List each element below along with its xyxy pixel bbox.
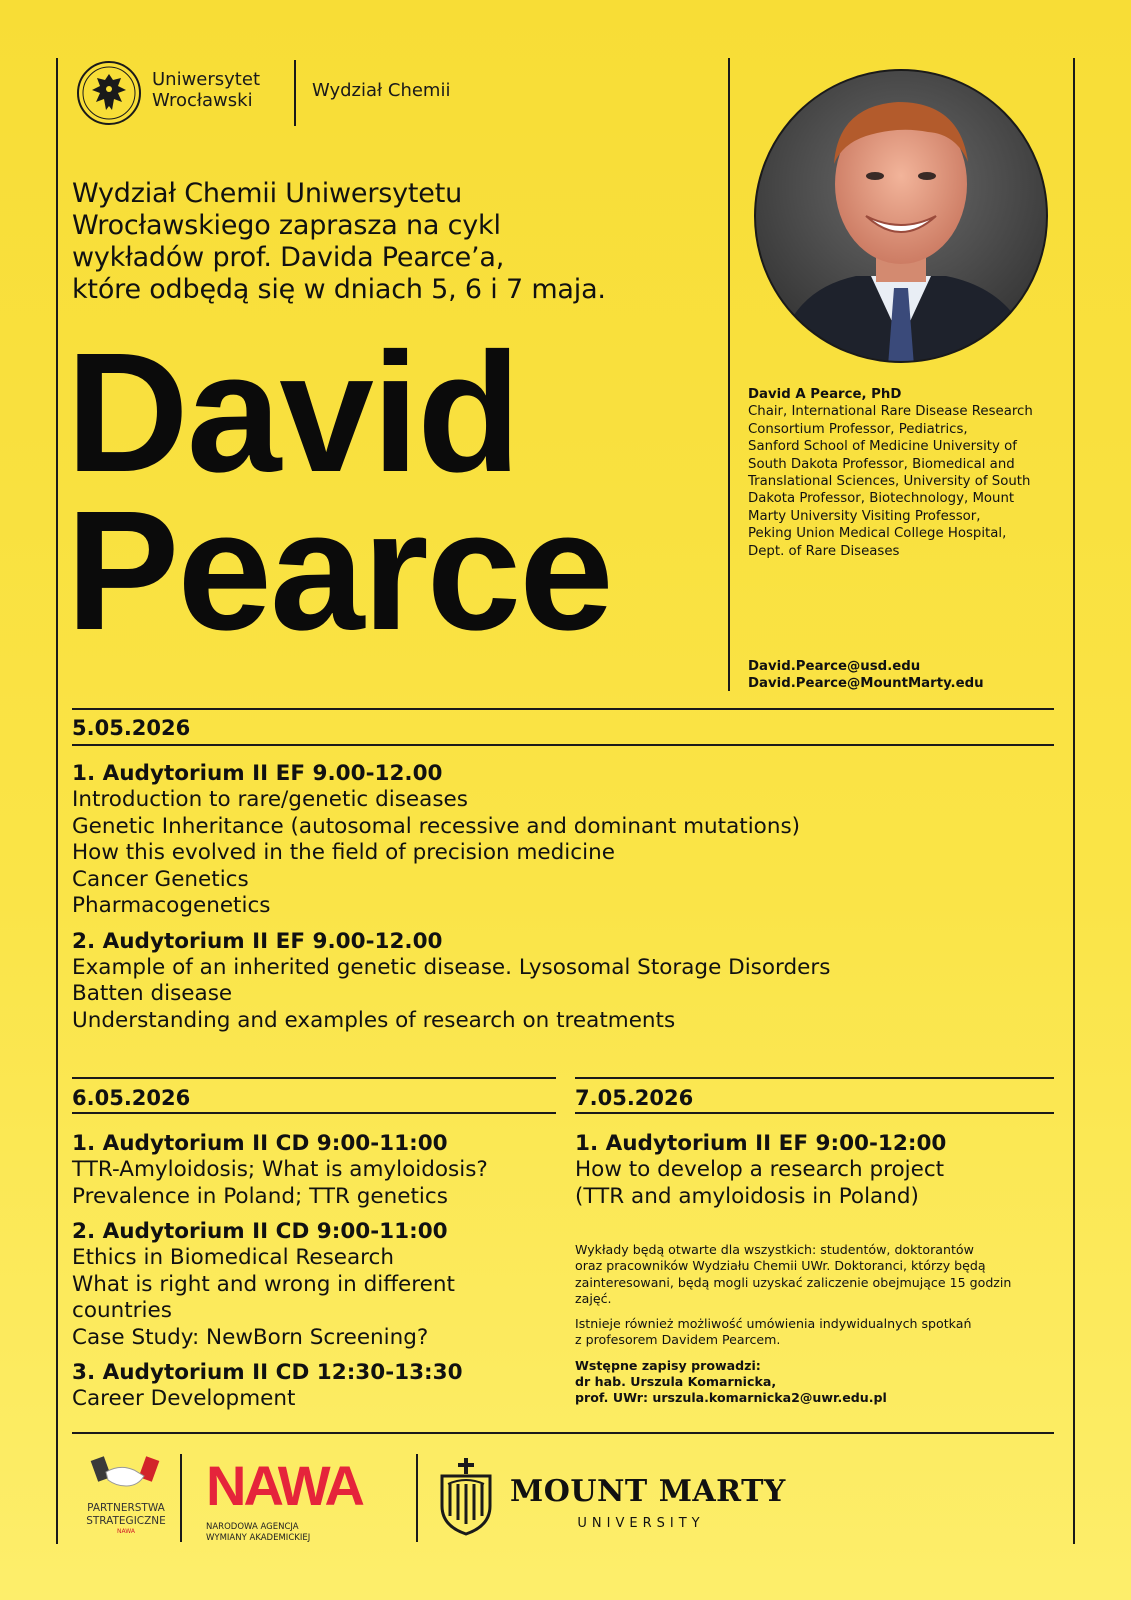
intro-line: które odbędą się w dniach 5, 6 i 7 maja.	[72, 274, 606, 305]
note-line: prof. UWr: urszula.komarnicka2@uwr.edu.pl	[575, 1390, 887, 1406]
speaker-bio	[748, 386, 1068, 560]
note-line: zainteresowani, będą mogli uzyskać zaliczenie obejmujące 15 godzin	[575, 1274, 1012, 1290]
speaker-name: David A Pearce, PhD	[748, 387, 902, 402]
faculty-name: Wydział Chemii	[312, 80, 451, 101]
intro-line: wykładów prof. Davida Pearce’a,	[72, 242, 505, 273]
handshake-icon	[90, 1454, 160, 1494]
slot-title: 2. Audytorium II EF 9.00-12.00	[72, 928, 443, 954]
info-notes	[575, 1242, 1065, 1416]
note-line: Wykłady będą otwarte dla wszystkich: studentów, doktorantów	[575, 1242, 974, 1257]
divider-line	[72, 708, 1054, 710]
bio-line: South Dakota Professor, Biomedical and	[748, 456, 1015, 472]
speaker-first-name: David	[66, 318, 519, 508]
mount-marty-subtitle: UNIVERSITY	[577, 1516, 705, 1531]
divider-line	[72, 1112, 556, 1114]
partner-line1: PARTNERSTWA	[87, 1502, 165, 1514]
slot-topic: Prevalence in Poland; TTR genetics	[72, 1183, 448, 1209]
note-line: oraz pracowników Wydziału Chemii UWr. Doktoranci, którzy będą	[575, 1258, 986, 1274]
divider-line	[575, 1077, 1054, 1079]
intro-text	[72, 178, 712, 306]
slot-topic: Example of an inherited genetic disease. Lysosomal Storage Disorders	[72, 954, 831, 980]
slot-title: 1. Audytorium II EF 9:00-12:00	[575, 1131, 947, 1156]
slot-topic: How this evolved in the field of precision medicine	[72, 840, 615, 865]
lecture-slot	[72, 760, 1032, 920]
slot-topic: countries	[72, 1298, 172, 1323]
speaker-portrait	[746, 66, 1056, 366]
day1-date: 5.05.2026	[72, 716, 191, 740]
eagle-emblem-icon	[76, 60, 142, 126]
bio-line: Dakota Professor, Biotechnology, Mount	[748, 491, 1015, 507]
slot-topic: Genetic Inheritance (autosomal recessive and dominant mutations)	[72, 813, 801, 839]
note-line: dr hab. Urszula Komarnicka,	[575, 1374, 777, 1390]
divider-line	[72, 1077, 556, 1079]
email-link-mountmarty[interactable]: David.Pearce@MountMarty.edu	[748, 676, 984, 692]
slot-topic: Career Development	[72, 1386, 296, 1411]
partner-small: NAWA	[117, 1528, 135, 1535]
email-link-usd[interactable]: David.Pearce@usd.edu	[748, 659, 921, 674]
nawa-subtitle-line1: NARODOWA AGENCJA	[206, 1522, 299, 1532]
lecture-slot	[72, 928, 1032, 1035]
note-line: zajęć.	[575, 1290, 612, 1306]
speaker-emails	[748, 658, 984, 693]
logo-divider	[294, 60, 296, 126]
nawa-wordmark: NAWA	[206, 1454, 362, 1517]
slot-title: 1. Audytorium II EF 9.00-12.00	[72, 761, 443, 786]
bio-line: Sanford School of Medicine University of	[748, 439, 1017, 455]
uwr-logo	[76, 60, 476, 126]
bio-line: Chair, International Rare Disease Research	[748, 404, 1033, 420]
slot-topic: Ethics in Biomedical Research	[72, 1245, 394, 1270]
slot-topic: Understanding and examples of research on treatments	[72, 1007, 676, 1033]
slot-topic: TTR-Amyloidosis; What is amyloidosis?	[72, 1157, 488, 1182]
day3-date: 7.05.2026	[575, 1086, 694, 1110]
bio-line: Consortium Professor, Pediatrics,	[748, 421, 968, 437]
slot-title: 1. Audytorium II CD 9:00-11:00	[72, 1131, 448, 1156]
left-border-line	[56, 58, 58, 1544]
notes-paragraph	[575, 1242, 1065, 1307]
slot-topic: (TTR and amyloidosis in Poland)	[575, 1183, 919, 1209]
bio-line: Peking Union Medical College Hospital,	[748, 526, 1007, 542]
day2-schedule	[72, 1130, 552, 1421]
day1-schedule	[72, 760, 1032, 1042]
partner-line2: STRATEGICZNE	[86, 1515, 166, 1527]
note-line: Istnieje również możliwość umówienia indywidualnych spotkań	[575, 1316, 972, 1332]
mount-marty-logo	[438, 1458, 798, 1538]
intro-line: Wrocławskiego zaprasza na cykl	[72, 210, 501, 241]
portrait-image	[746, 66, 1056, 366]
notes-signup	[575, 1358, 1065, 1407]
footer-logo-divider	[416, 1454, 418, 1542]
right-border-line	[1073, 58, 1075, 1544]
lecture-slot	[575, 1130, 1055, 1210]
column-divider-line	[728, 58, 730, 691]
nawa-subtitle-line2: WYMIANY AKADEMICKIEJ	[206, 1533, 311, 1543]
lecture-slot	[72, 1218, 552, 1351]
slot-title: 3. Audytorium II CD 12:30-13:30	[72, 1360, 463, 1385]
shield-crest-icon	[438, 1458, 494, 1536]
mount-marty-name: MOUNT MARTY	[510, 1474, 786, 1509]
divider-line	[575, 1112, 1054, 1114]
nawa-subtitle	[206, 1522, 406, 1544]
day2-date: 6.05.2026	[72, 1086, 191, 1110]
speaker-big-name	[66, 318, 612, 666]
divider-line	[72, 744, 1054, 746]
intro-line: Wydział Chemii Uniwersytetu	[72, 178, 462, 209]
partner-text	[70, 1502, 182, 1536]
day3-schedule	[575, 1130, 1055, 1218]
slot-topic: What is right and wrong in different	[72, 1271, 455, 1297]
slot-topic: Case Study: NewBorn Screening?	[72, 1324, 429, 1350]
university-name-line1: Uniwersytet	[152, 69, 260, 90]
slot-topic: Cancer Genetics	[72, 866, 249, 892]
footer-logo-divider	[180, 1454, 182, 1542]
university-name-line2: Wrocławski	[152, 90, 253, 111]
notes-paragraph	[575, 1316, 1065, 1349]
footer-divider-line	[72, 1432, 1054, 1434]
slot-topic: How to develop a research project	[575, 1157, 945, 1182]
slot-topic: Pharmacogenetics	[72, 893, 271, 918]
note-line: z profesorem Davidem Pearcem.	[575, 1332, 781, 1348]
nawa-logo	[206, 1454, 406, 1544]
bio-line: Translational Sciences, University of South	[748, 474, 1031, 490]
bio-line: Dept. of Rare Diseases	[748, 543, 900, 559]
partnerstwa-logo	[70, 1454, 182, 1544]
lecture-slot	[72, 1130, 552, 1210]
note-line: Wstępne zapisy prowadzi:	[575, 1357, 761, 1373]
slot-title: 2. Audytorium II CD 9:00-11:00	[72, 1219, 448, 1244]
bio-line: Marty University Visiting Professor,	[748, 508, 981, 524]
speaker-last-name: Pearce	[66, 476, 612, 666]
slot-topic: Batten disease	[72, 981, 233, 1006]
lecture-slot	[72, 1359, 552, 1413]
slot-topic: Introduction to rare/genetic diseases	[72, 787, 468, 812]
